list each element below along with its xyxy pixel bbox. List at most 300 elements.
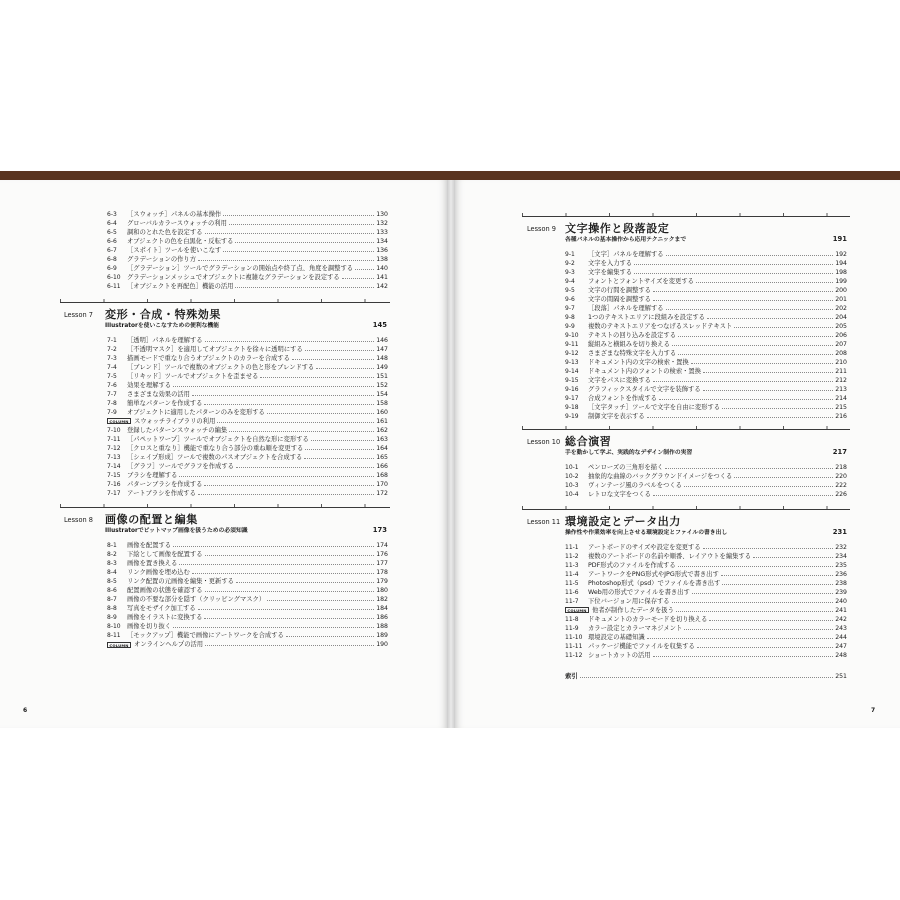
toc-entry	[107, 282, 388, 291]
entry-number: 7-11	[107, 436, 121, 444]
dot-leader	[678, 566, 833, 567]
dot-leader	[173, 386, 374, 387]
dot-leader	[703, 372, 833, 373]
lesson-label: Lesson 11	[527, 517, 561, 526]
entry-page-number: 186	[376, 613, 388, 621]
dot-leader	[659, 399, 833, 400]
toc-entry	[565, 588, 847, 597]
entry-number: 8-5	[107, 577, 117, 585]
toc-entry	[107, 237, 388, 246]
entry-page-number: 243	[835, 624, 847, 632]
toc-list-lesson-9	[565, 250, 847, 422]
entry-page-number: 180	[376, 586, 388, 594]
entry-number: 9-3	[565, 268, 575, 276]
entry-number: 11-8	[565, 615, 579, 623]
entry-page-number: 194	[835, 259, 847, 267]
dot-leader	[229, 224, 374, 225]
entry-title: グラデーションメッシュでオブジェクトに複雑なグラデーションを設定する	[127, 273, 340, 281]
toc-list-lesson-10	[565, 463, 847, 499]
toc-entry	[107, 435, 388, 444]
lesson-9-header	[522, 216, 850, 246]
entry-title: カラー設定とカラーマネジメント	[588, 624, 683, 632]
dot-leader	[316, 368, 374, 369]
dot-leader	[204, 404, 374, 405]
entry-title: Web用の形式でファイルを書き出す	[588, 588, 690, 596]
entry-number: 11-2	[565, 552, 579, 560]
toc-list-lesson-7	[107, 336, 388, 499]
dot-leader	[205, 591, 374, 592]
dot-leader	[355, 269, 374, 270]
entry-title: ［文字］パネルを理解する	[588, 250, 664, 258]
entry-page-number: 201	[835, 295, 847, 303]
entry-title: 制御文字を表示する	[588, 413, 645, 421]
toc-entry	[107, 586, 388, 595]
dot-leader	[678, 336, 833, 337]
entry-page-number: 244	[835, 633, 847, 641]
dot-leader	[173, 546, 374, 547]
toc-entry	[565, 579, 847, 588]
entry-number: 9-13	[565, 359, 579, 367]
dot-leader	[217, 422, 374, 423]
entry-number: 9-12	[565, 350, 579, 358]
dot-leader	[634, 264, 833, 265]
dot-leader	[709, 620, 833, 621]
entry-number: 8-7	[107, 595, 117, 603]
entry-page-number: 151	[376, 372, 388, 380]
toc-entry	[565, 651, 847, 660]
entry-title: 抽象的な曲線のバックグラウンドイメージをつくる	[588, 472, 733, 480]
entry-number: 11-6	[565, 588, 579, 596]
entry-page-number: 184	[376, 604, 388, 612]
entry-page-number: 235	[835, 561, 847, 569]
entry-title: 文字の行間を調整する	[588, 286, 651, 294]
entry-number: 10-3	[565, 481, 579, 489]
toc-entry	[565, 331, 847, 340]
dot-leader	[696, 282, 833, 283]
entry-page-number: 232	[835, 543, 847, 551]
entry-number: 9-6	[565, 295, 575, 303]
toc-entry	[107, 264, 388, 273]
toc-entry	[107, 577, 388, 586]
dot-leader	[267, 600, 374, 601]
dot-leader	[703, 548, 833, 549]
toc-entry	[565, 322, 847, 331]
entry-number: 11-1	[565, 543, 579, 551]
entry-number: 11-3	[565, 561, 579, 569]
dot-leader	[236, 467, 374, 468]
entry-title: ［不透明マスク］を適用してオブジェクトを徐々に透明にする	[127, 345, 303, 353]
lesson-rule-ticks	[522, 213, 850, 216]
lesson-rule	[522, 216, 850, 217]
entry-page-number: 220	[835, 472, 847, 480]
entry-page-number: 141	[376, 273, 388, 281]
entry-title: さまざまな効果の活用	[127, 390, 190, 398]
entry-title: パターンブラシを作成する	[127, 481, 203, 489]
entry-number: 7-5	[107, 372, 117, 380]
entry-page-number: 199	[835, 277, 847, 285]
dot-leader	[684, 629, 833, 630]
entry-page-number: 177	[376, 559, 388, 567]
entry-page-number: 202	[835, 304, 847, 312]
entry-page-number: 192	[835, 250, 847, 258]
entry-page-number: 161	[376, 417, 388, 425]
entry-number: 9-14	[565, 368, 579, 376]
lesson-subtitle: 各種パネルの基本操作から応用テクニックまで	[565, 236, 687, 243]
entry-title: アートボードのサイズや設定を変更する	[588, 543, 701, 551]
lesson-label: Lesson 7	[64, 310, 93, 319]
entry-page-number: 136	[376, 246, 388, 254]
entry-title: 環境設定の基礎知識	[588, 633, 645, 641]
entry-title: ドキュメントのカラーモードを切り換える	[588, 615, 708, 623]
entry-title: Photoshop形式（psd）でファイルを書き出す	[588, 579, 721, 587]
entry-title: 画像の不要な部分を隠す（クリッピングマスク）	[127, 595, 266, 603]
entry-number: 7-4	[107, 363, 117, 371]
entry-page-number: 188	[376, 622, 388, 630]
lesson-rule	[522, 509, 850, 510]
toc-entry	[107, 471, 388, 480]
toc-entry	[565, 349, 847, 358]
entry-number: 8-6	[107, 586, 117, 594]
entry-number: 9-10	[565, 331, 579, 339]
entry-number: 7-3	[107, 354, 117, 362]
entry-number: 9-15	[565, 377, 579, 385]
entry-number: 7-8	[107, 399, 117, 407]
entry-title: ブラシを理解する	[127, 472, 178, 480]
entry-title: 写真をモザイク加工する	[127, 604, 196, 612]
entry-number: 6-5	[107, 228, 117, 236]
entry-number: 9-7	[565, 304, 575, 312]
toc-entry	[107, 631, 388, 640]
toc-list-lesson-8	[107, 541, 388, 650]
entry-page-number: 134	[376, 237, 388, 245]
dot-leader	[304, 458, 374, 459]
entry-title: ［文字タッチ］ツールで文字を自由に変形する	[588, 404, 721, 412]
lesson-page-number: 191	[832, 235, 847, 243]
entry-number: 10-4	[565, 490, 579, 498]
entry-title: 画像をイラストに変換する	[127, 613, 203, 621]
entry-title: 配置画像の状態を確認する	[127, 586, 203, 594]
entry-page-number: 190	[376, 641, 388, 649]
lesson-title: 変形・合成・特殊効果	[105, 307, 221, 321]
dot-leader	[666, 255, 833, 256]
toc-entry	[107, 354, 388, 363]
lesson-label: Lesson 8	[64, 515, 93, 524]
dot-leader	[734, 477, 833, 478]
entry-title: 下位バージョン用に保存する	[588, 597, 670, 605]
entry-number: 7-6	[107, 381, 117, 389]
entry-title: テキストの回り込みを設定する	[588, 331, 677, 339]
entry-number: 8-3	[107, 559, 117, 567]
toc-entry	[107, 219, 388, 228]
entry-title: フォントとフォントサイズを変更する	[588, 277, 694, 285]
entry-title: ［シェイプ形成］ツールで複数のパスオブジェクトを合成する	[127, 454, 303, 462]
entry-number: 8-1	[107, 541, 117, 549]
toc-column-entry	[565, 606, 847, 615]
entry-title: 文字を入力する	[588, 259, 633, 267]
entry-title: ［段落］パネルを理解する	[588, 304, 664, 312]
dot-leader	[753, 557, 833, 558]
lesson-page-number: 145	[372, 321, 387, 329]
toc-entry	[565, 490, 847, 499]
entry-title: オブジェクトに適用したパターンのみを変形する	[127, 408, 265, 416]
entry-title: 文字の間隔を調整する	[588, 295, 651, 303]
toc-entry	[565, 561, 847, 570]
top-color-bar	[0, 171, 900, 180]
dot-leader	[204, 485, 374, 486]
lesson-rule	[60, 302, 390, 303]
entry-page-number: 130	[376, 210, 388, 218]
entry-page-number: 216	[835, 413, 847, 421]
dot-leader	[198, 494, 374, 495]
toc-entry	[107, 489, 388, 498]
entry-number: 9-8	[565, 313, 575, 321]
entry-number: 7-10	[107, 426, 121, 434]
entry-page-number: 247	[835, 643, 847, 651]
dot-leader	[205, 341, 374, 342]
entry-number: 7-14	[107, 463, 121, 471]
toc-entry	[107, 381, 388, 390]
entry-page-number: 189	[376, 631, 388, 639]
lesson-title: 画像の配置と編集	[105, 512, 198, 526]
entry-number: 6-4	[107, 219, 117, 227]
entry-page-number: 168	[376, 472, 388, 480]
dot-leader	[676, 611, 833, 612]
entry-number: 9-19	[565, 413, 579, 421]
entry-title: 文字をパスに変換する	[588, 377, 651, 385]
toc-entry	[565, 304, 847, 313]
dot-leader	[311, 440, 374, 441]
entry-title: 簡単なパターンを作成する	[127, 399, 203, 407]
entry-page-number: 164	[376, 445, 388, 453]
toc-entry	[107, 568, 388, 577]
entry-title: 調和のとれた色を設定する	[127, 228, 203, 236]
entry-page-number: 240	[835, 597, 847, 605]
entry-page-number: 215	[835, 404, 847, 412]
index-title: 索引	[565, 672, 578, 680]
toc-entry	[565, 250, 847, 259]
dot-leader	[722, 584, 833, 585]
entry-number: 7-9	[107, 408, 117, 416]
entry-title: 登録したパターンスウォッチの編集	[127, 426, 228, 434]
toc-entry	[107, 613, 388, 622]
entry-page-number: 248	[835, 652, 847, 660]
entry-page-number: 179	[376, 577, 388, 585]
toc-entry	[107, 255, 388, 264]
entry-number: 11-9	[565, 624, 579, 632]
dot-leader	[734, 327, 833, 328]
entry-title: ドキュメント内の文字の検索・置換	[588, 359, 689, 367]
entry-number: 9-17	[565, 395, 579, 403]
entry-page-number: 166	[376, 463, 388, 471]
toc-entry	[565, 570, 847, 579]
dot-leader	[205, 645, 374, 646]
toc-entry	[565, 642, 847, 651]
entry-page-number: 140	[376, 264, 388, 272]
dot-leader	[192, 573, 374, 574]
entry-title: 下絵として画像を配置する	[127, 550, 203, 558]
dot-leader	[305, 449, 374, 450]
toc-entry	[565, 543, 847, 552]
entry-page-number: 212	[835, 377, 847, 385]
entry-title: ［スポイト］ツールを使いこなす	[127, 246, 222, 254]
entry-title: ［オブジェクトを再配色］機能の活用	[127, 282, 234, 290]
dot-leader	[697, 647, 833, 648]
toc-entry	[565, 277, 847, 286]
toc-entry	[107, 399, 388, 408]
entry-page-number: 211	[835, 368, 847, 376]
entry-page-number: 170	[376, 481, 388, 489]
entry-page-number: 222	[835, 481, 847, 489]
toc-entry	[565, 286, 847, 295]
entry-number: 8-8	[107, 604, 117, 612]
entry-number: 7-17	[107, 490, 121, 498]
entry-page-number: 172	[376, 490, 388, 498]
dot-leader	[647, 638, 833, 639]
entry-title: ショートカットの活用	[588, 652, 651, 660]
entry-number: 10-1	[565, 463, 579, 471]
entry-page-number: 142	[376, 282, 388, 290]
toc-entry	[565, 340, 847, 349]
toc-list-lesson-11	[565, 543, 847, 661]
entry-page-number: 154	[376, 390, 388, 398]
entry-number: 8-2	[107, 550, 117, 558]
lesson-subtitle: 操作性や作業効率を向上させる環境設定とファイルの書き出し	[565, 529, 728, 536]
toc-entry	[107, 426, 388, 435]
entry-title: 合成フォントを作成する	[588, 395, 657, 403]
entry-number: 11-11	[565, 643, 583, 651]
lesson-rule-ticks	[60, 299, 390, 302]
dot-leader	[223, 215, 374, 216]
entry-title: ［スウォッチ］パネルの基本操作	[127, 210, 222, 218]
entry-number: 7-13	[107, 454, 121, 462]
toc-entry	[107, 550, 388, 559]
toc-entry	[107, 444, 388, 453]
toc-entry	[565, 385, 847, 394]
entry-title: アートブラシを作成する	[127, 490, 196, 498]
page-number-right: 7	[871, 707, 876, 714]
toc-entry	[565, 472, 847, 481]
entry-page-number: 163	[376, 436, 388, 444]
dot-leader	[691, 363, 833, 364]
entry-page-number: 176	[376, 550, 388, 558]
entry-title: 縦組みと横組みを切り換える	[588, 340, 670, 348]
toc-entry	[107, 595, 388, 604]
lesson-title: 環境設定とデータ出力	[565, 514, 681, 528]
toc-list-lesson-6-continued	[107, 210, 388, 291]
dot-leader	[229, 431, 374, 432]
entry-page-number: 204	[835, 313, 847, 321]
toc-entry	[107, 453, 388, 462]
dot-leader	[684, 486, 833, 487]
dot-leader	[204, 618, 374, 619]
entry-number: 9-1	[565, 250, 575, 258]
entry-title: リンク配置の元画像を編集・更新する	[127, 577, 234, 585]
toc-entry	[107, 273, 388, 282]
toc-entry	[107, 363, 388, 372]
entry-page-number: 198	[835, 268, 847, 276]
entry-number: 9-18	[565, 404, 579, 412]
toc-entry	[107, 246, 388, 255]
entry-number: 9-2	[565, 259, 575, 267]
toc-entry	[565, 463, 847, 472]
entry-title: グラデーションの作り方	[127, 255, 197, 263]
lesson-7-header	[60, 302, 390, 332]
lesson-subtitle: Illustratorでビットマップ画像を扱うための必須知識	[105, 527, 248, 534]
entry-number: 6-11	[107, 282, 121, 290]
entry-page-number: 182	[376, 595, 388, 603]
entry-page-number: 206	[835, 331, 847, 339]
entry-title: 複数のアートボードの名前や順番、レイアウトを編集する	[588, 552, 752, 560]
dot-leader	[235, 287, 374, 288]
toc-entry	[565, 615, 847, 624]
entry-number: 8-10	[107, 622, 121, 630]
column-badge: COLUMN	[565, 607, 589, 613]
entry-page-number: 148	[376, 354, 388, 362]
entry-number: 9-9	[565, 322, 575, 330]
entry-number: 8-4	[107, 568, 117, 576]
entry-page-number: 208	[835, 350, 847, 358]
entry-title: 文字を編集する	[588, 268, 633, 276]
lesson-rule	[522, 429, 850, 430]
entry-title: 複数のテキストエリアをつなげるスレッドテキスト	[588, 322, 733, 330]
dot-leader	[653, 495, 833, 496]
dot-leader	[205, 233, 374, 234]
entry-number: 7-12	[107, 445, 121, 453]
toc-entry	[565, 358, 847, 367]
entry-page-number: 213	[835, 386, 847, 394]
dot-leader	[342, 278, 374, 279]
dot-leader	[260, 377, 374, 378]
entry-title: ペンローズの三角形を描く	[588, 463, 664, 471]
entry-number: 6-7	[107, 246, 117, 254]
dot-leader	[198, 260, 374, 261]
entry-title: ヴィンテージ風のラベルをつくる	[588, 481, 682, 489]
lesson-page-number: 217	[832, 448, 847, 456]
dot-leader	[192, 395, 374, 396]
toc-entry	[565, 403, 847, 412]
toc-entry	[107, 541, 388, 550]
lesson-8-header	[60, 507, 390, 537]
toc-entry	[565, 597, 847, 606]
entry-title: PDF形式のファイルを作成する	[588, 561, 676, 569]
entry-title: ［グラフ］ツールでグラフを作成する	[127, 463, 234, 471]
entry-title: 画像を配置する	[127, 541, 172, 549]
entry-title: グラフィックスタイルで文字を装飾する	[588, 386, 701, 394]
dot-leader	[703, 390, 833, 391]
entry-title: 画像を切り抜く	[127, 622, 172, 630]
entry-number: 8-11	[107, 631, 121, 639]
entry-page-number: 214	[835, 395, 847, 403]
entry-page-number: 218	[835, 463, 847, 471]
entry-title: ［モックアップ］機能で画像にアートワークを合成する	[127, 631, 284, 639]
entry-title: グローバルカラースウォッチの利用	[127, 219, 227, 227]
dot-leader	[173, 627, 374, 628]
lesson-subtitle: Illustratorを使いこなすための便利な機能	[105, 322, 220, 329]
entry-page-number: 174	[376, 541, 388, 549]
toc-entry	[107, 408, 388, 417]
entry-title: 他者が制作したデータを扱う	[592, 606, 674, 614]
lesson-page-number: 173	[372, 526, 387, 534]
dot-leader	[678, 354, 833, 355]
entry-page-number: 234	[835, 552, 847, 560]
dot-leader	[236, 582, 374, 583]
toc-entry	[565, 481, 847, 490]
entry-page-number: 210	[835, 359, 847, 367]
toc-entry	[107, 462, 388, 471]
toc-entry	[565, 672, 847, 681]
dot-leader	[580, 677, 833, 678]
toc-entry	[565, 394, 847, 403]
